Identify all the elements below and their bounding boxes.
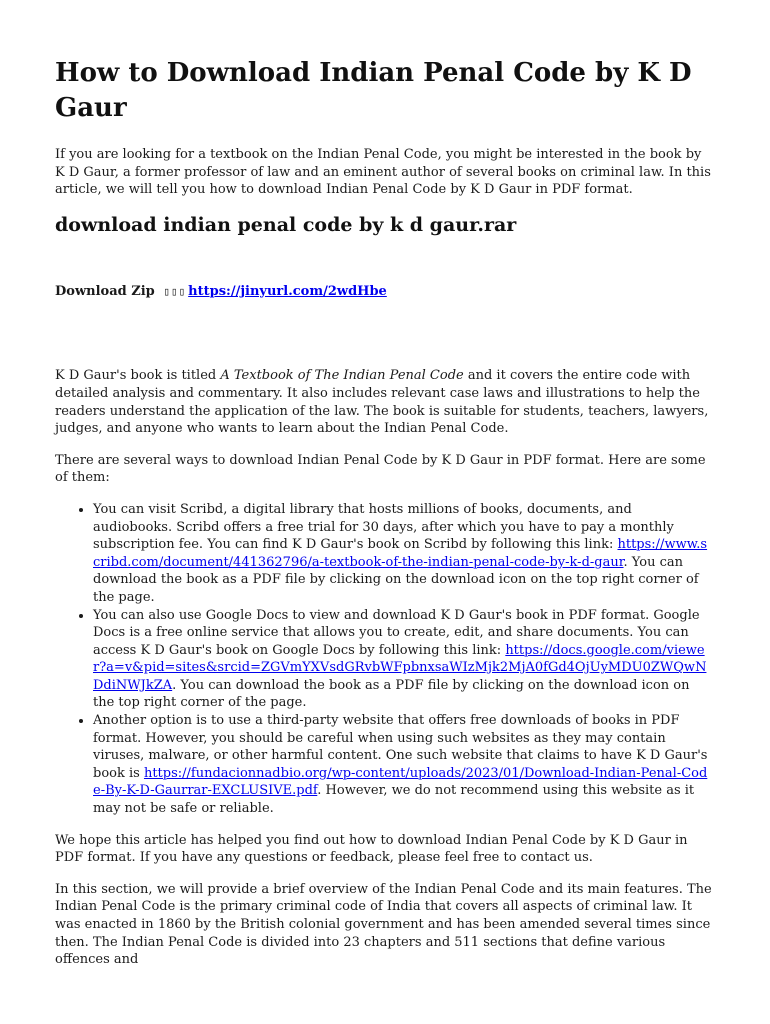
book-paragraph: [55, 367, 713, 437]
list-item-text: You can also use Google Docs to view and download K D Gaur's book in PDF format. Google Docs is a free online service that allows you to create, edit, and share documents. You can access K D Gaur's book on Google Docs by following this link:: [93, 607, 700, 658]
overview-paragraph: In this section, we will provide a brief overview of the Indian Penal Code and its main features. The Indian Penal Code is the primary criminal code of India that covers all aspects of criminal law. It was enacted in 1860 by the British colonial government and has been amended several times since then. The Indian Penal Code is divided into 23 chapters and 511 sections that define various offences and: [55, 881, 712, 968]
list-item-text: Another option is to use a third-party website that offers free downloads of books in PDF format. However, you should be careful when using such websites as they may contain viruses, malware, or other harmful content. One such website that claims to have K D Gaur's book is: [93, 713, 708, 781]
intro-paragraph: If you are looking for a textbook on the Indian Penal Code, you might be interested in the book by K D Gaur, a former professor of law and an eminent author of several books on criminal law. In this article, we will tell you how to download Indian Penal Code by K D Gaur in PDF format.: [55, 147, 711, 198]
unrendered-glyphs: ▯▯▯: [163, 284, 187, 298]
book-text-before: K D Gaur's book is titled: [55, 368, 221, 384]
download-ways-list: [55, 501, 713, 818]
download-line: [55, 283, 713, 301]
list-item-text: You can visit Scribd, a digital library that hosts millions of books, documents, and audiobooks. Scribd offers a free trial for 30 days, after which you have to pay a monthly subscription fee. You can find K D Gaur's book on Scribd by following this link:: [93, 501, 674, 553]
third-party-link[interactable]: https://fundacionnadbio.org/wp-content/uploads/2023/01/Download-Indian-Penal-Code-By-K-D-Gaurrar-EXCLUSIVE.pdf: [93, 765, 708, 799]
download-label: Download Zip: [55, 283, 155, 299]
download-subheading: download indian penal code by k d gaur.rar: [55, 213, 517, 236]
closing-paragraph: We hope this article has helped you find out how to download Indian Penal Code by K D Gaur in PDF format. If you have any questions or feedback, please feel free to contact us.: [55, 832, 688, 866]
scribd-link[interactable]: https://www.scribd.com/document/441362796/a-textbook-of-the-indian-penal-code-by-k-d-gaur: [93, 537, 708, 570]
list-item-text: . You can download the book as a PDF file by clicking on the download icon on the top right corner of the page.: [93, 677, 690, 711]
book-title: A Textbook of The Indian Penal Code: [220, 368, 464, 384]
list-item-scribd: [93, 501, 713, 607]
google-docs-link[interactable]: https://docs.google.com/viewer?a=v&pid=sites&srcid=ZGVmYXVsdGRvbWFpbnxsaWIzMjk2MjA0fGd4OjUyMDU0ZWQwNDdiNWJkZA: [93, 642, 707, 693]
article-title: How to Download Indian Penal Code by K D Gaur: [55, 58, 692, 123]
list-item-text: . However, we do not recommend using this website as it may not be safe or reliable.: [93, 783, 695, 817]
ways-intro-paragraph: There are several ways to download Indian Penal Code by K D Gaur in PDF format. Here are some of them:: [55, 452, 706, 486]
list-item-text: . You can download the book as a PDF file by clicking on the download icon on the top right corner of the page.: [93, 554, 699, 605]
book-text-after: and it covers the entire code with detailed analysis and commentary. It also includes relevant case laws and illustrations to help the readers understand the application of the law. The book is suitable for students, teachers, lawyers, judges, and anyone who wants to learn about the Indian Penal Code.: [55, 368, 709, 437]
list-item-third-party: [93, 712, 713, 818]
list-item-google-docs: [93, 607, 713, 713]
download-link[interactable]: https://jinyurl.com/2wdHbe: [188, 283, 387, 299]
